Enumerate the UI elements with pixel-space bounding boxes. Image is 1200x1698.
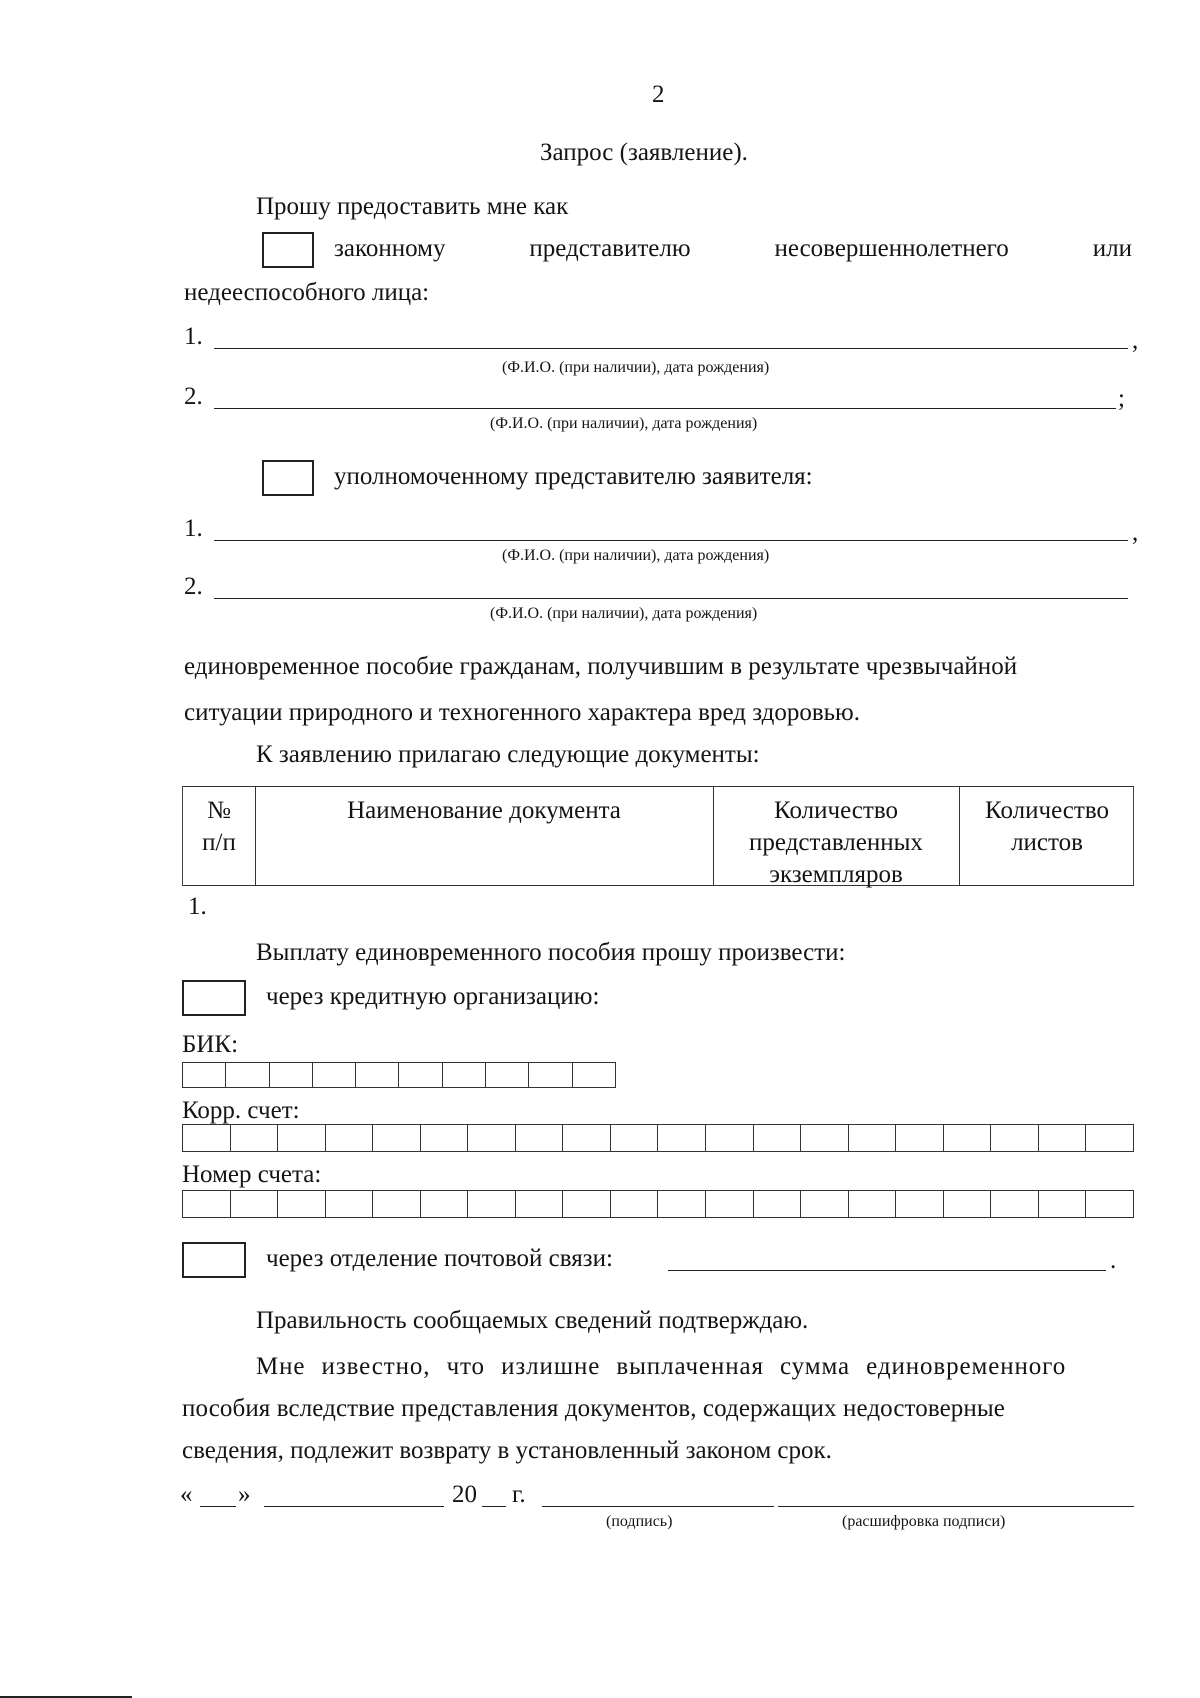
documents-table — [182, 786, 1134, 886]
authorized-rep-label: уполномоченному представителю заявителя: — [334, 463, 813, 490]
benefit-line-1: единовременное пособие гражданам, получившим в результате чрезвычайной — [184, 653, 1018, 680]
post-office-checkbox[interactable] — [182, 1242, 246, 1278]
legal-rep-entry-2-end: ; — [1118, 385, 1125, 412]
authorized-rep-entry-2-line[interactable] — [214, 598, 1128, 599]
legal-rep-entry-1-caption: (Ф.И.О. (при наличии), дата рождения) — [502, 359, 770, 376]
legal-rep-entry-2-caption: (Ф.И.О. (при наличии), дата рождения) — [490, 415, 758, 432]
page-title: Запрос (заявление). — [540, 139, 748, 166]
table-header-num-line: п/п — [202, 829, 236, 856]
legal-rep-line2: недееспособного лица: — [184, 279, 430, 306]
table-header-name-text: Наименование документа — [347, 797, 621, 824]
legal-rep-word: законному — [334, 235, 446, 262]
notice-line-2: пособия вследствие представления документов, содержащих недостоверные — [182, 1395, 1005, 1422]
intro-text: Прошу предоставить мне как — [256, 193, 569, 220]
authorized-rep-entry-2-caption: (Ф.И.О. (при наличии), дата рождения) — [490, 605, 758, 622]
legal-rep-word: несовершеннолетнего — [774, 235, 1009, 262]
date-day-line[interactable] — [200, 1506, 236, 1507]
legal-rep-checkbox[interactable] — [262, 232, 314, 268]
credit-org-checkbox[interactable] — [182, 980, 246, 1016]
authorized-rep-entry-1-num: 1. — [184, 515, 203, 542]
authorized-rep-checkbox[interactable] — [262, 460, 314, 496]
date-year-line[interactable] — [482, 1506, 506, 1507]
date-close-quote: » — [238, 1481, 251, 1508]
account-number-label: Номер счета: — [182, 1161, 322, 1188]
table-header-copies-line: экземпляров — [769, 861, 903, 888]
date-month-line[interactable] — [264, 1506, 444, 1507]
benefit-line-2: ситуации природного и техногенного характера вред здоровью. — [184, 699, 860, 726]
table-header-num — [183, 795, 255, 859]
legal-rep-word: или — [1092, 235, 1132, 262]
post-office-label: через отделение почтовой связи: — [266, 1245, 613, 1272]
confirm-text: Правильность сообщаемых сведений подтверждаю. — [256, 1307, 809, 1334]
legal-rep-line — [334, 234, 1132, 264]
table-row-num: 1. — [188, 893, 207, 920]
signature-decode-line[interactable] — [778, 1506, 1134, 1507]
table-header-sheets-line: листов — [1011, 829, 1083, 856]
post-office-end: . — [1110, 1247, 1117, 1274]
table-header-copies-line: представленных — [749, 829, 923, 856]
signature-line[interactable] — [542, 1506, 774, 1507]
date-year-prefix: 20 — [452, 1481, 477, 1508]
table-header-name — [255, 795, 713, 827]
table-header-copies-line: Количество — [774, 797, 898, 824]
legal-rep-entry-1-num: 1. — [184, 323, 203, 350]
table-header-sheets-line: Количество — [985, 797, 1109, 824]
notice-line-1-text: Мне известно, что излишне выплаченная сумма единовременного — [256, 1353, 1067, 1380]
notice-line-3: сведения, подлежит возврату в установленный законом срок. — [182, 1437, 832, 1464]
corr-account-input-grid[interactable] — [182, 1124, 1134, 1152]
payment-intro: Выплату единовременного пособия прошу произвести: — [256, 939, 846, 966]
account-number-input-grid[interactable] — [182, 1190, 1134, 1218]
legal-rep-entry-2-line[interactable] — [214, 408, 1116, 409]
documents-intro: К заявлению прилагаю следующие документы: — [256, 741, 760, 768]
bik-input-grid[interactable] — [182, 1062, 616, 1088]
table-header-copies — [713, 795, 959, 891]
credit-org-label: через кредитную организацию: — [266, 983, 600, 1010]
signature-caption: (подпись) — [606, 1513, 673, 1530]
authorized-rep-entry-1-line[interactable] — [214, 540, 1128, 541]
legal-rep-word: представителю — [529, 235, 691, 262]
authorized-rep-entry-1-caption: (Ф.И.О. (при наличии), дата рождения) — [502, 547, 770, 564]
legal-rep-entry-1-end: , — [1132, 327, 1139, 354]
authorized-rep-entry-1-end: , — [1132, 519, 1139, 546]
table-header-sheets — [959, 795, 1135, 859]
date-year-suffix: г. — [512, 1481, 526, 1508]
date-open-quote: « — [180, 1481, 193, 1508]
legal-rep-entry-1-line[interactable] — [214, 348, 1128, 349]
corr-account-label: Корр. счет: — [182, 1097, 300, 1124]
signature-decode-caption: (расшифровка подписи) — [842, 1513, 1006, 1530]
legal-rep-entry-2-num: 2. — [184, 383, 203, 410]
table-header-num-line: № — [207, 797, 231, 824]
authorized-rep-entry-2-num: 2. — [184, 573, 203, 600]
bik-label: БИК: — [182, 1031, 239, 1058]
post-office-line[interactable] — [668, 1270, 1106, 1271]
page-number: 2 — [652, 81, 665, 108]
notice-line-1 — [256, 1352, 1134, 1382]
